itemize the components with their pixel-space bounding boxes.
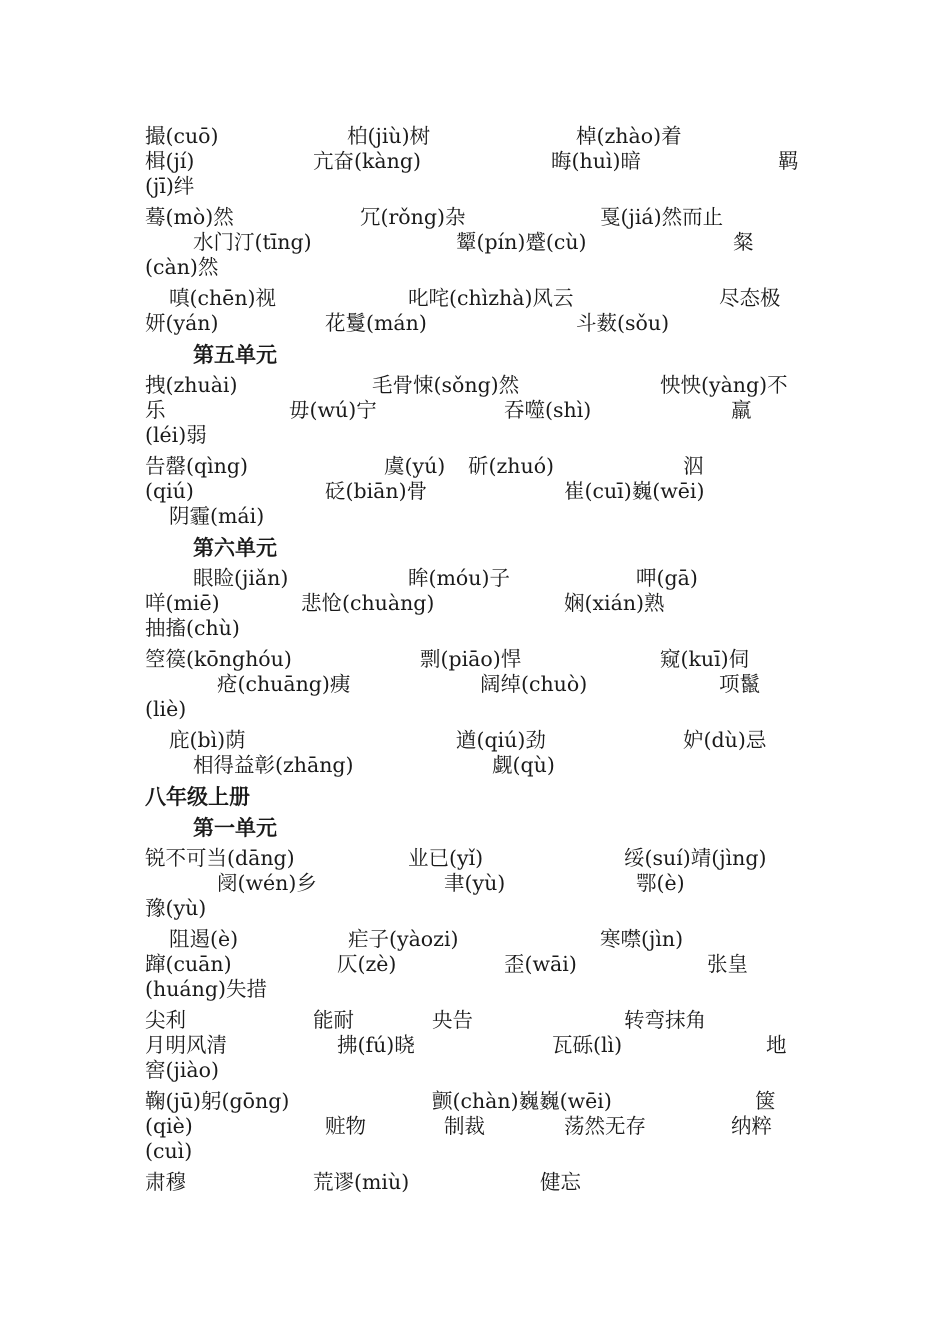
vocab-entry: 歪(wāi) xyxy=(504,952,577,976)
vocab-entry: 羁 xyxy=(778,149,799,173)
text-line xyxy=(0,205,950,230)
vocab-entry: 妍(yán) xyxy=(145,311,219,335)
vocab-entry: 阴霾(mái) xyxy=(169,504,265,528)
text-line xyxy=(0,1058,950,1083)
vocab-entry: 剽(piāo)悍 xyxy=(420,647,522,671)
text-line xyxy=(0,846,950,871)
vocab-entry: 眸(móu)子 xyxy=(408,566,510,590)
vocab-entry: 拂(fú)晓 xyxy=(337,1033,415,1057)
text-line xyxy=(0,454,950,479)
text-line xyxy=(0,311,950,336)
text-line xyxy=(0,952,950,977)
text-line xyxy=(0,373,950,398)
text-line xyxy=(0,616,950,641)
vocab-entry: 粲 xyxy=(733,230,754,254)
section-heading xyxy=(0,342,950,367)
text-line xyxy=(0,977,950,1002)
text-line xyxy=(0,566,950,591)
vocab-entry: 晦(huì)暗 xyxy=(551,149,641,173)
vocab-entry: 毋(wú)宁 xyxy=(289,398,377,422)
vocab-entry: 眼睑(jiǎn) xyxy=(193,566,289,590)
vocab-entry: 斫(zhuó) xyxy=(468,454,555,478)
vocab-entry: 乐 xyxy=(145,398,166,422)
vocab-entry: 荡然无存 xyxy=(564,1114,646,1138)
vocab-entry: 戛(jiá)然而止 xyxy=(600,205,724,229)
vocab-entry: (liè) xyxy=(145,697,187,721)
text-line xyxy=(0,672,950,697)
vocab-entry: 能耐 xyxy=(313,1008,354,1032)
text-line xyxy=(0,728,950,753)
vocab-entry: 制裁 xyxy=(444,1114,485,1138)
vocab-entry: 锐不可当(dāng) xyxy=(145,846,295,870)
text-line xyxy=(0,1089,950,1114)
vocab-entry: 荒谬(miù) xyxy=(313,1170,410,1194)
vocab-entry: 绥(suí)靖(jìng) xyxy=(624,846,767,870)
section-heading xyxy=(0,815,950,840)
vocab-entry: (léi)弱 xyxy=(145,423,207,447)
vocab-entry: (qiè) xyxy=(145,1114,193,1138)
text-line xyxy=(0,174,950,199)
vocab-entry: 斗薮(sǒu) xyxy=(576,311,670,335)
vocab-entry: 箧 xyxy=(755,1089,776,1113)
vocab-entry: 蹿(cuān) xyxy=(145,952,232,976)
text-line xyxy=(0,896,950,921)
text-line xyxy=(0,230,950,255)
vocab-entry: 嗔(chēn)视 xyxy=(169,286,277,310)
vocab-entry: 觑(qù) xyxy=(492,753,555,777)
vocab-entry: 肃穆 xyxy=(145,1170,186,1194)
text-line xyxy=(0,1033,950,1058)
vocab-entry: 转弯抹角 xyxy=(624,1008,706,1032)
vocab-entry: 妒(dù)忌 xyxy=(683,728,767,752)
vocab-entry: 央告 xyxy=(432,1008,473,1032)
text-line xyxy=(0,479,950,504)
vocab-entry: 阌(wén)乡 xyxy=(217,871,317,895)
vocab-entry: 吞噬(shì) xyxy=(504,398,592,422)
section-heading-text: 第一单元 xyxy=(193,815,277,840)
vocab-entry: 疮(chuāng)痍 xyxy=(217,672,351,696)
vocab-entry: (cuì) xyxy=(145,1139,193,1163)
vocab-entry: 毛骨悚(sǒng)然 xyxy=(372,373,520,397)
vocab-entry: 棹(zhào)着 xyxy=(576,124,682,148)
vocab-entry: 水门汀(tīng) xyxy=(193,230,312,254)
section-heading-text: 第五单元 xyxy=(193,342,277,367)
text-line xyxy=(0,871,950,896)
text-line xyxy=(0,1114,950,1139)
text-line xyxy=(0,647,950,672)
vocab-entry: 豫(yù) xyxy=(145,896,207,920)
vocab-entry: (jī)绊 xyxy=(145,174,195,198)
vocab-entry: 尽态极 xyxy=(719,286,781,310)
text-line xyxy=(0,1139,950,1164)
vocab-entry: 柏(jiù)树 xyxy=(347,124,431,148)
volume-heading-text: 八年级上册 xyxy=(145,784,250,809)
text-line xyxy=(0,1008,950,1033)
vocab-entry: 亢奋(kàng) xyxy=(313,149,421,173)
vocab-entry: 阻遏(è) xyxy=(169,927,239,951)
vocab-entry: 颦(pín)蹙(cù) xyxy=(456,230,587,254)
vocab-entry: 颤(chàn)巍巍(wēi) xyxy=(432,1089,612,1113)
text-line xyxy=(0,423,950,448)
vocab-entry: (qiú) xyxy=(145,479,194,503)
vocab-entry: 瓦砾(lì) xyxy=(552,1033,623,1057)
text-line xyxy=(0,927,950,952)
text-line xyxy=(0,124,950,149)
section-heading xyxy=(0,535,950,560)
vocab-entry: 咩(miē) xyxy=(145,591,220,615)
text-line xyxy=(0,504,950,529)
vocab-entry: 窥(kuī)伺 xyxy=(660,647,750,671)
vocab-entry: 相得益彰(zhāng) xyxy=(193,753,354,777)
vocab-entry: (huáng)失措 xyxy=(145,977,267,1001)
vocab-entry: 告罄(qìng) xyxy=(145,454,249,478)
vocab-entry: 仄(zè) xyxy=(337,952,397,976)
vocab-entry: 拽(zhuài) xyxy=(145,373,238,397)
vocab-entry: 庇(bì)荫 xyxy=(169,728,246,752)
vocab-entry: 泅 xyxy=(683,454,704,478)
vocab-entry: 赃物 xyxy=(325,1114,366,1138)
vocab-entry: 阔绰(chuò) xyxy=(480,672,588,696)
text-line xyxy=(0,286,950,311)
text-line xyxy=(0,697,950,722)
vocab-entry: 叱咤(chìzhà)风云 xyxy=(408,286,574,310)
vocab-entry: 纳粹 xyxy=(731,1114,772,1138)
text-line xyxy=(0,398,950,423)
text-line xyxy=(0,149,950,174)
vocab-entry: 张皇 xyxy=(707,952,748,976)
vocab-entry: 娴(xián)熟 xyxy=(564,591,665,615)
vocab-entry: 悲怆(chuàng) xyxy=(301,591,435,615)
vocab-entry: 冗(rǒng)杂 xyxy=(360,205,466,229)
vocab-entry: 呷(gā) xyxy=(636,566,698,590)
vocab-entry: 地 xyxy=(766,1033,787,1057)
vocab-entry: 月明风清 xyxy=(145,1033,227,1057)
vocab-entry: 疟子(yàozi) xyxy=(348,927,459,951)
volume-heading xyxy=(0,784,950,809)
vocab-entry: 项鬣 xyxy=(719,672,760,696)
vocab-entry: 怏怏(yàng)不 xyxy=(660,373,788,397)
vocab-entry: 窖(jiào) xyxy=(145,1058,219,1082)
vocab-entry: 虞(yú) xyxy=(384,454,446,478)
vocab-entry: 羸 xyxy=(731,398,752,422)
vocab-entry: (càn)然 xyxy=(145,255,219,279)
vocab-entry: 业已(yǐ) xyxy=(408,846,484,870)
vocab-entry: 撮(cuō) xyxy=(145,124,219,148)
text-line xyxy=(0,1170,950,1195)
vocab-entry: 聿(yù) xyxy=(444,871,506,895)
text-line xyxy=(0,255,950,280)
vocab-entry: 蓦(mò)然 xyxy=(145,205,234,229)
text-line xyxy=(0,591,950,616)
vocab-entry: 鄂(è) xyxy=(636,871,685,895)
vocab-entry: 遒(qiú)劲 xyxy=(456,728,546,752)
vocab-entry: 健忘 xyxy=(540,1170,581,1194)
section-heading-text: 第六单元 xyxy=(193,535,277,560)
vocab-entry: 箜篌(kōnghóu) xyxy=(145,647,292,671)
text-line xyxy=(0,753,950,778)
vocab-entry: 抽搐(chù) xyxy=(145,616,240,640)
vocab-entry: 鞠(jū)躬(gōng) xyxy=(145,1089,290,1113)
vocab-entry: 砭(biān)骨 xyxy=(325,479,428,503)
vocab-entry: 花鬘(mán) xyxy=(325,311,427,335)
vocab-entry: 寒噤(jìn) xyxy=(600,927,684,951)
vocab-entry: 楫(jí) xyxy=(145,149,195,173)
vocab-entry: 崔(cuī)巍(wēi) xyxy=(564,479,705,503)
vocab-entry: 尖利 xyxy=(145,1008,186,1032)
